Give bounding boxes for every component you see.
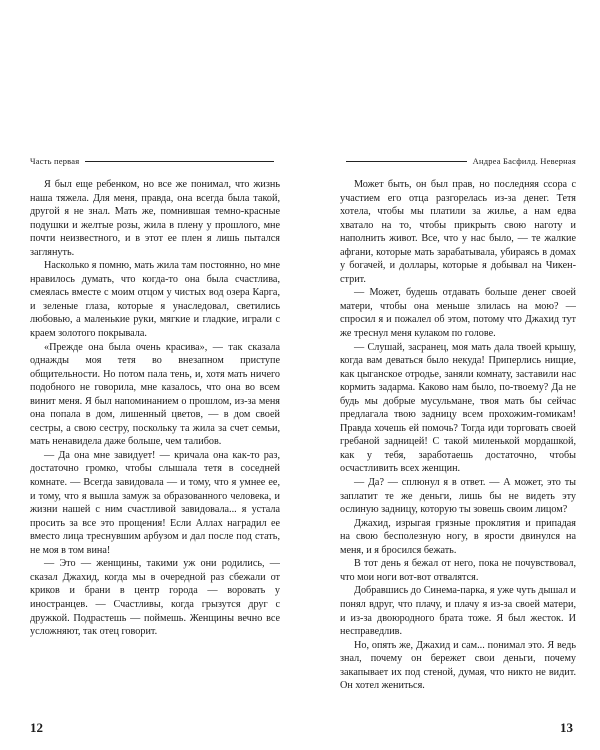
right-paragraph: Добравшись до Синема-парка, я уже чуть дышал и понял вдруг, что плачу, и плачу я из-за своей матери, и из-за двоюродного брата тоже. Я был жесток. И несправедлив. <box>340 585 576 638</box>
right-paragraph: — Да? — сплюнул я в ответ. — А может, это ты заплатит те же деньги, лишь бы не видеть эту ослиную задницу, которую ты зовешь своим лицом? <box>340 477 576 516</box>
left-paragraph: «Прежде она была очень красива», — так сказала однажды моя тетя во внезапном приступе общительности. Но потом пала тень, и, хотя мать ничего подобного не говорила, мне казалось, что она во всем винит меня. Я был напоминанием о прошлом, из-за меня она попала в дом, лишенный цветов, — в дом своей сестры, а свою сестру, поскольку та жила за счет семьи, мать ненавидела даже больше, чем талибов. <box>30 341 280 448</box>
left-paragraph: — Да она мне завидует! — кричала она как-то раз, достаточно громко, чтобы слышала тетя в соседней комнате. — Всегда завидовала — и тому, что я умнее ее, и тому, что я вышла замуж за образованного человека, и жизни нашей с ним счастливой завидовала... я устала просить за все это прощения! Если Аллах наградил ее вместо лица треснувшим арбузом и дал после под стать, не моя в том вина! <box>30 449 280 556</box>
right-running-head <box>340 154 576 168</box>
right-paragraph: Может быть, он был прав, но последняя ссора с участием его отца разгорелась из-за денег. Тетя хотела, чтобы мы платили за жилье, а нам едва хватало на то, чтобы прикрыть свою наготу и наполнить живот. Все, что у нас было, — те жалкие афгани, которые мать зарабатывала, убираясь в домах у богачей, и доллары, которые я добывал на Чикен-стрит. <box>340 179 576 285</box>
left-running-head <box>30 154 280 168</box>
right-running-head-rule <box>346 161 467 162</box>
left-page-number: 12 <box>30 720 43 735</box>
right-paragraph: Джахид, изрыгая грязные проклятия и припадая на свою бесполезную ногу, в ярости двинулся на меня, и я бросился бежать. <box>340 517 576 556</box>
right-text-block <box>340 178 576 693</box>
left-running-head-text: Часть первая <box>30 156 80 166</box>
left-running-head-rule <box>85 161 274 162</box>
left-paragraph: Насколько я помню, мать жила там постоянно, но мне нравилось думать, что когда-то она была счастлива, смеялась вместе с моим отцом у чистых вод озера Карга, и зеленые глаза, которые я унаследовал, светились любовью, а маленькие руки, мягкие и гладкие, играли с краем золотого покрывала. <box>30 260 280 340</box>
right-paragraph: — Слушай, засранец, моя мать дала твоей крышу, когда вам деваться было некуда! Приперлись нищие, как цыганское отродье, заняли комнату, заставили нас кормить задарма. Каково нам было, по-твоему? Да не будь мы добрые мусульмане, твоя мать бы сейчас предлагала твою задницу всем прохожим-гомикам! Правда хочешь ей помочь? Тогда иди торговать своей гребаной задницей! С такой миленькой мордашкой, как у тебя, заработаешь достаточно, чтобы осчастливить всех женщин. <box>340 341 576 475</box>
right-paragraph: В тот день я бежал от него, пока не почувствовал, что мои ноги вот-вот отвалятся. <box>340 558 576 583</box>
right-running-head-text: Андреа Басфилд. Неверная <box>472 156 576 166</box>
left-text-block <box>30 178 280 639</box>
right-paragraph: Но, опять же, Джахид и сам... понимал это. Я ведь знал, почему он бережет свои деньги, почему закапывает их под стеной, думая, что никто не видит. Он хотел жениться. <box>340 639 576 692</box>
right-paragraph: — Может, будешь отдавать больше денег своей матери, чтобы она меньше злилась на мою? — спросил я и пожалел об этом, потому что Джахид тут же треснул меня кулаком по голове. <box>340 287 576 340</box>
left-paragraph: Я был еще ребенком, но все же понимал, что жизнь наша тяжела. Для меня, правда, она всегда была такой, другой я не знал. Мать же, помнившая темно-красные подушки и желтые розы, жила в плену у прошлого, мне почти неизвестного, и в этот ее плен я лишь пытался заглянуть. <box>30 179 280 258</box>
left-paragraph: — Это — женщины, такими уж они родились, — сказал Джахид, когда мы в очередной раз сбежали от криков и брани в центр города — воровать у иностранцев. — Счастливы, когда грызутся друг с дружкой. Подрастешь — поймешь. Женщины вечно все усложняют, так отец говорит. <box>30 558 280 638</box>
right-page-number: 13 <box>560 720 573 735</box>
